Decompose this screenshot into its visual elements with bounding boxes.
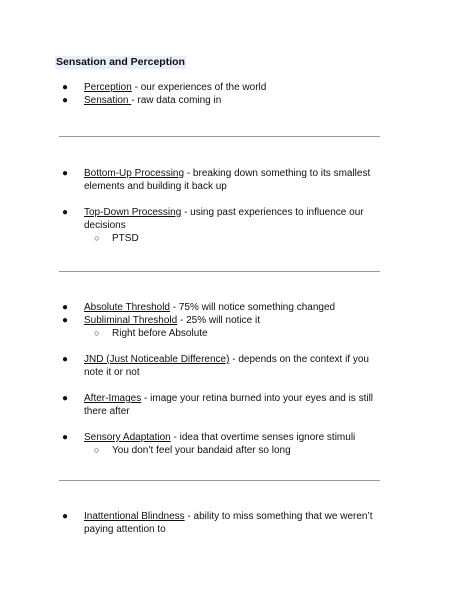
list-item-sensory-adaptation: [60, 431, 390, 444]
sub-item-text: You don’t feel your bandaid after so long: [112, 445, 291, 456]
divider: [59, 271, 380, 272]
term: Bottom-Up Processing: [84, 168, 185, 179]
sub-item-right-before-absolute: [60, 327, 390, 340]
term: Subliminal Threshold: [84, 315, 178, 326]
list-item-perception: [60, 81, 390, 94]
bullet-icon: ●: [61, 95, 69, 106]
sub-item-text: Right before Absolute: [112, 328, 208, 339]
term: After-Images: [84, 393, 142, 404]
sub-item-bandaid: [60, 444, 390, 457]
list-item-top-down: [60, 206, 390, 232]
definition: - raw data coming in: [131, 95, 222, 106]
definition: - depends on the context if you note it or not: [84, 354, 369, 378]
list-item-jnd: [60, 353, 390, 379]
term: Sensory Adaptation: [84, 432, 171, 443]
divider: [59, 480, 380, 481]
section-processing: [60, 167, 390, 245]
term: Perception: [84, 82, 132, 93]
bullet-icon: ●: [61, 168, 69, 179]
definition: - our experiences of the world: [131, 82, 267, 93]
definition: - 25% will notice it: [177, 315, 261, 326]
definition: - 75% will notice something changed: [169, 302, 336, 313]
term: JND (Just Noticeable Difference): [84, 354, 230, 365]
section-perception: [60, 81, 390, 107]
list-item-sensation: [60, 94, 390, 107]
bullet-icon: ●: [61, 207, 69, 218]
sub-item-text: PTSD: [112, 233, 139, 244]
list-item-after-images: [60, 392, 390, 418]
list-item-absolute-threshold: [60, 301, 390, 314]
section-thresholds: [60, 301, 390, 457]
bullet-icon: ●: [61, 511, 69, 522]
term: Sensation: [84, 95, 132, 106]
definition: - using past experiences to influence our decisions: [84, 207, 364, 231]
bullet-icon: ●: [61, 315, 69, 326]
term: Inattentional Blindness: [84, 511, 185, 522]
list-item-bottom-up: [60, 167, 390, 193]
term: Absolute Threshold: [84, 302, 170, 313]
sub-item-ptsd: [60, 232, 390, 245]
bullet-icon: ●: [61, 302, 69, 313]
divider: [59, 136, 380, 137]
section-inattentional-blindness: [60, 510, 390, 536]
hollow-bullet-icon: ○: [94, 233, 100, 243]
list-item-subliminal-threshold: [60, 314, 390, 327]
hollow-bullet-icon: ○: [94, 328, 100, 338]
term: Top-Down Processing: [84, 207, 182, 218]
list-item-inattentional-blindness: [60, 510, 390, 536]
definition: - image your retina burned into your eyes and is still there after: [84, 393, 374, 417]
bullet-icon: ●: [61, 432, 69, 443]
page-title: Sensation and Perception: [56, 56, 185, 68]
definition: - idea that overtime senses ignore stimuli: [170, 432, 356, 443]
definition: - ability to miss something that we weren’t paying attention to: [84, 511, 373, 535]
bullet-icon: ●: [61, 354, 69, 365]
definition: - breaking down something to its smallest elements and building it back up: [84, 168, 371, 192]
hollow-bullet-icon: ○: [94, 445, 100, 455]
bullet-icon: ●: [61, 393, 69, 404]
bullet-icon: ●: [61, 82, 69, 93]
